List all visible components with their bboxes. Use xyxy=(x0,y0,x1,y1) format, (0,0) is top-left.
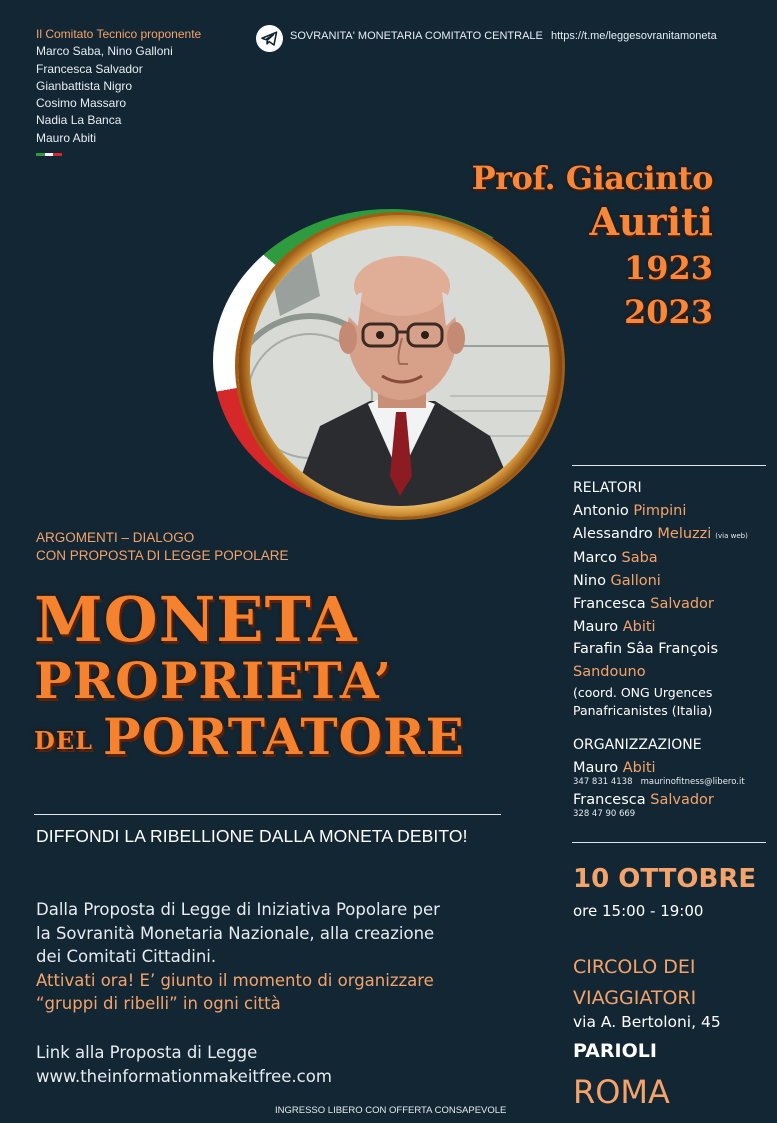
organization-list xyxy=(573,759,745,820)
event-venue: CIRCOLO DEI VIAGGIATORI xyxy=(573,956,697,1009)
committee-member: Francesca Salvador xyxy=(36,61,143,76)
telegram-icon[interactable] xyxy=(256,25,283,52)
committee-member: Nadia La Banca xyxy=(36,113,122,128)
speaker-surname: Sandouno xyxy=(573,663,646,680)
flag-stripe xyxy=(36,153,45,156)
link-label: Link alla Proposta di Legge xyxy=(36,1043,258,1062)
link-url[interactable]: www.theinformationmakeitfree.com xyxy=(36,1066,332,1086)
main-title xyxy=(34,583,465,768)
divider xyxy=(34,814,501,815)
description-text: Dalla Proposta di Legge di Iniziativa Popolare per la Sovranità Monetaria Nazionale, alla creazione dei Comitati Cittadini. xyxy=(36,900,440,966)
speaker: Nino Galloni xyxy=(573,573,661,590)
honoree-surname: Auriti xyxy=(589,199,713,244)
topics-line: CON PROPOSTA DI LEGGE POPOLARE xyxy=(36,548,289,563)
organizer: Francesca Salvador xyxy=(573,792,714,808)
topics xyxy=(36,529,289,565)
italian-flag-icon xyxy=(36,153,62,156)
committee-title: Il Comitato Tecnico proponente xyxy=(36,27,202,41)
channel-link[interactable]: https://t.me/leggesovranitamoneta xyxy=(551,30,717,42)
speakers-title: RELATORI xyxy=(573,480,642,496)
speaker: Antonio Pimpini xyxy=(573,503,687,519)
portrait-illustration xyxy=(250,226,550,506)
speaker: Farafin Sâa François xyxy=(573,641,719,658)
divider xyxy=(572,465,766,466)
committee-member: Cosimo Massaro xyxy=(36,96,127,111)
speaker-note: (via web) xyxy=(715,531,748,540)
event-date: 10 OTTOBRE xyxy=(573,864,757,894)
organizer: Mauro Abiti xyxy=(573,760,656,776)
title-line-proprieta: PROPRIETA’ xyxy=(34,651,393,710)
event-time: ore 15:00 - 19:00 xyxy=(573,902,704,920)
speaker: Marco Saba xyxy=(573,550,658,567)
call-to-action: “gruppi di ribelli” in ogni città xyxy=(36,994,281,1013)
divider xyxy=(572,842,766,843)
speakers-list xyxy=(573,500,777,720)
committee-block xyxy=(36,26,201,156)
committee-member: Mauro Abiti xyxy=(36,130,97,145)
title-del: DEL xyxy=(34,726,93,755)
committee-member: Marco Saba, Nino Galloni xyxy=(36,44,173,59)
event-district: PARIOLI xyxy=(573,1040,657,1062)
call-to-action: Attivati ora! E’ giunto il momento di organizzare xyxy=(36,970,434,990)
year-end: 2023 xyxy=(623,293,713,331)
committee-member: Gianbattista Nigro xyxy=(36,78,133,93)
title-line-portatore xyxy=(34,707,465,768)
title-line-moneta: MONETA xyxy=(34,583,358,656)
organizer-contact: 347 831 4138 maurinofitness@libero.it xyxy=(573,777,745,787)
event-city: ROMA xyxy=(573,1073,670,1111)
slogan: DIFFONDI LA RIBELLIONE DALLA MONETA DEBITO! xyxy=(36,826,468,846)
speaker: Mauro Abiti xyxy=(573,618,656,635)
flag-stripe xyxy=(53,153,62,156)
topics-line: ARGOMENTI – DIALOGO xyxy=(36,530,195,545)
link-block xyxy=(36,1041,332,1088)
speaker: Francesca Salvador xyxy=(573,595,714,612)
entry-note: INGRESSO LIBERO CON OFFERTA CONSAPEVOLE xyxy=(275,1105,507,1116)
title-portatore: PORTATORE xyxy=(102,707,465,766)
portrait-photo xyxy=(250,226,550,506)
honoree-name: Prof. Giacinto xyxy=(471,159,713,197)
speaker-affiliation: (coord. ONG Urgences Panafricanistes (Italia) xyxy=(573,684,713,718)
description xyxy=(36,898,456,1016)
year-start: 1923 xyxy=(623,249,713,287)
organization-title: ORGANIZZAZIONE xyxy=(573,737,702,753)
event-address: via A. Bertoloni, 45 xyxy=(573,1013,721,1031)
organizer-contact: 328 47 90 669 xyxy=(573,809,636,819)
speaker: Alessandro Meluzzi (via web) xyxy=(573,525,748,542)
flag-stripe xyxy=(45,153,54,156)
channel-name: SOVRANITA' MONETARIA COMITATO CENTRALE xyxy=(290,30,543,42)
